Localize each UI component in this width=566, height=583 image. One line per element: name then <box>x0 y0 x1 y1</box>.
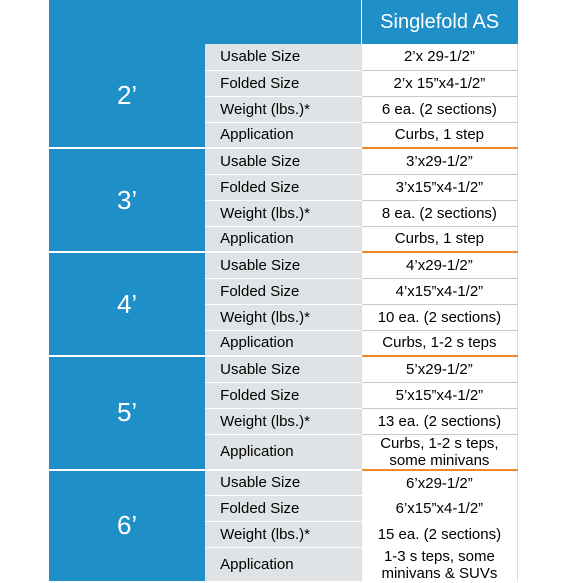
row-value: 6’x29-1/2” <box>361 470 517 496</box>
row-value: 5’x29-1/2” <box>361 356 517 382</box>
row-label: Application <box>205 122 361 148</box>
row-label: Usable Size <box>205 148 361 174</box>
row-value: 4’x29-1/2” <box>361 252 517 278</box>
row-label: Weight (lbs.)* <box>205 522 361 548</box>
table-header-row <box>49 0 518 44</box>
table-row <box>49 470 518 496</box>
row-label: Application <box>205 548 361 582</box>
row-value: 13 ea. (2 sections) <box>361 408 517 434</box>
row-value: 6 ea. (2 sections) <box>361 96 517 122</box>
row-value: 5’x15”x4-1/2” <box>361 382 517 408</box>
row-value: Curbs, 1-2 s teps, some minivans <box>361 434 517 470</box>
ramp-spec-table <box>49 0 518 583</box>
ramp-size-label: 6’ <box>49 470 205 582</box>
row-value: 8 ea. (2 sections) <box>361 200 517 226</box>
row-label: Folded Size <box>205 174 361 200</box>
table-row <box>49 44 518 70</box>
row-value: Curbs, 1 step <box>361 122 517 148</box>
table-row <box>49 356 518 382</box>
row-value: 15 ea. (2 sections) <box>361 522 517 548</box>
row-value: Curbs, 1-2 s teps <box>361 330 517 356</box>
row-label: Folded Size <box>205 382 361 408</box>
ramp-size-label: 2’ <box>49 44 205 148</box>
row-label: Weight (lbs.)* <box>205 96 361 122</box>
row-label: Usable Size <box>205 252 361 278</box>
row-label: Usable Size <box>205 470 361 496</box>
row-value: 4’x15”x4-1/2” <box>361 278 517 304</box>
row-value: 6’x15”x4-1/2” <box>361 496 517 522</box>
ramp-size-label: 4’ <box>49 252 205 356</box>
row-value: 3’x29-1/2” <box>361 148 517 174</box>
row-value: Curbs, 1 step <box>361 226 517 252</box>
ramp-size-label: 3’ <box>49 148 205 252</box>
row-label: Usable Size <box>205 356 361 382</box>
row-label: Application <box>205 226 361 252</box>
row-label: Folded Size <box>205 70 361 96</box>
row-value: 3’x15”x4-1/2” <box>361 174 517 200</box>
column-title: Singlefold AS <box>361 0 517 44</box>
row-label: Folded Size <box>205 496 361 522</box>
row-label: Application <box>205 330 361 356</box>
row-label: Application <box>205 434 361 470</box>
row-label: Usable Size <box>205 44 361 70</box>
row-label: Weight (lbs.)* <box>205 408 361 434</box>
row-value: 2’x 29-1/2” <box>361 44 517 70</box>
row-label: Weight (lbs.)* <box>205 200 361 226</box>
row-label: Weight (lbs.)* <box>205 304 361 330</box>
row-value: 2’x 15”x4-1/2” <box>361 70 517 96</box>
ramp-size-label: 5’ <box>49 356 205 470</box>
header-corner-cell <box>49 0 361 44</box>
table-row <box>49 148 518 174</box>
row-value: 1-3 s teps, some minivans & SUVs <box>361 548 517 582</box>
row-label: Folded Size <box>205 278 361 304</box>
table-row <box>49 252 518 278</box>
row-value: 10 ea. (2 sections) <box>361 304 517 330</box>
